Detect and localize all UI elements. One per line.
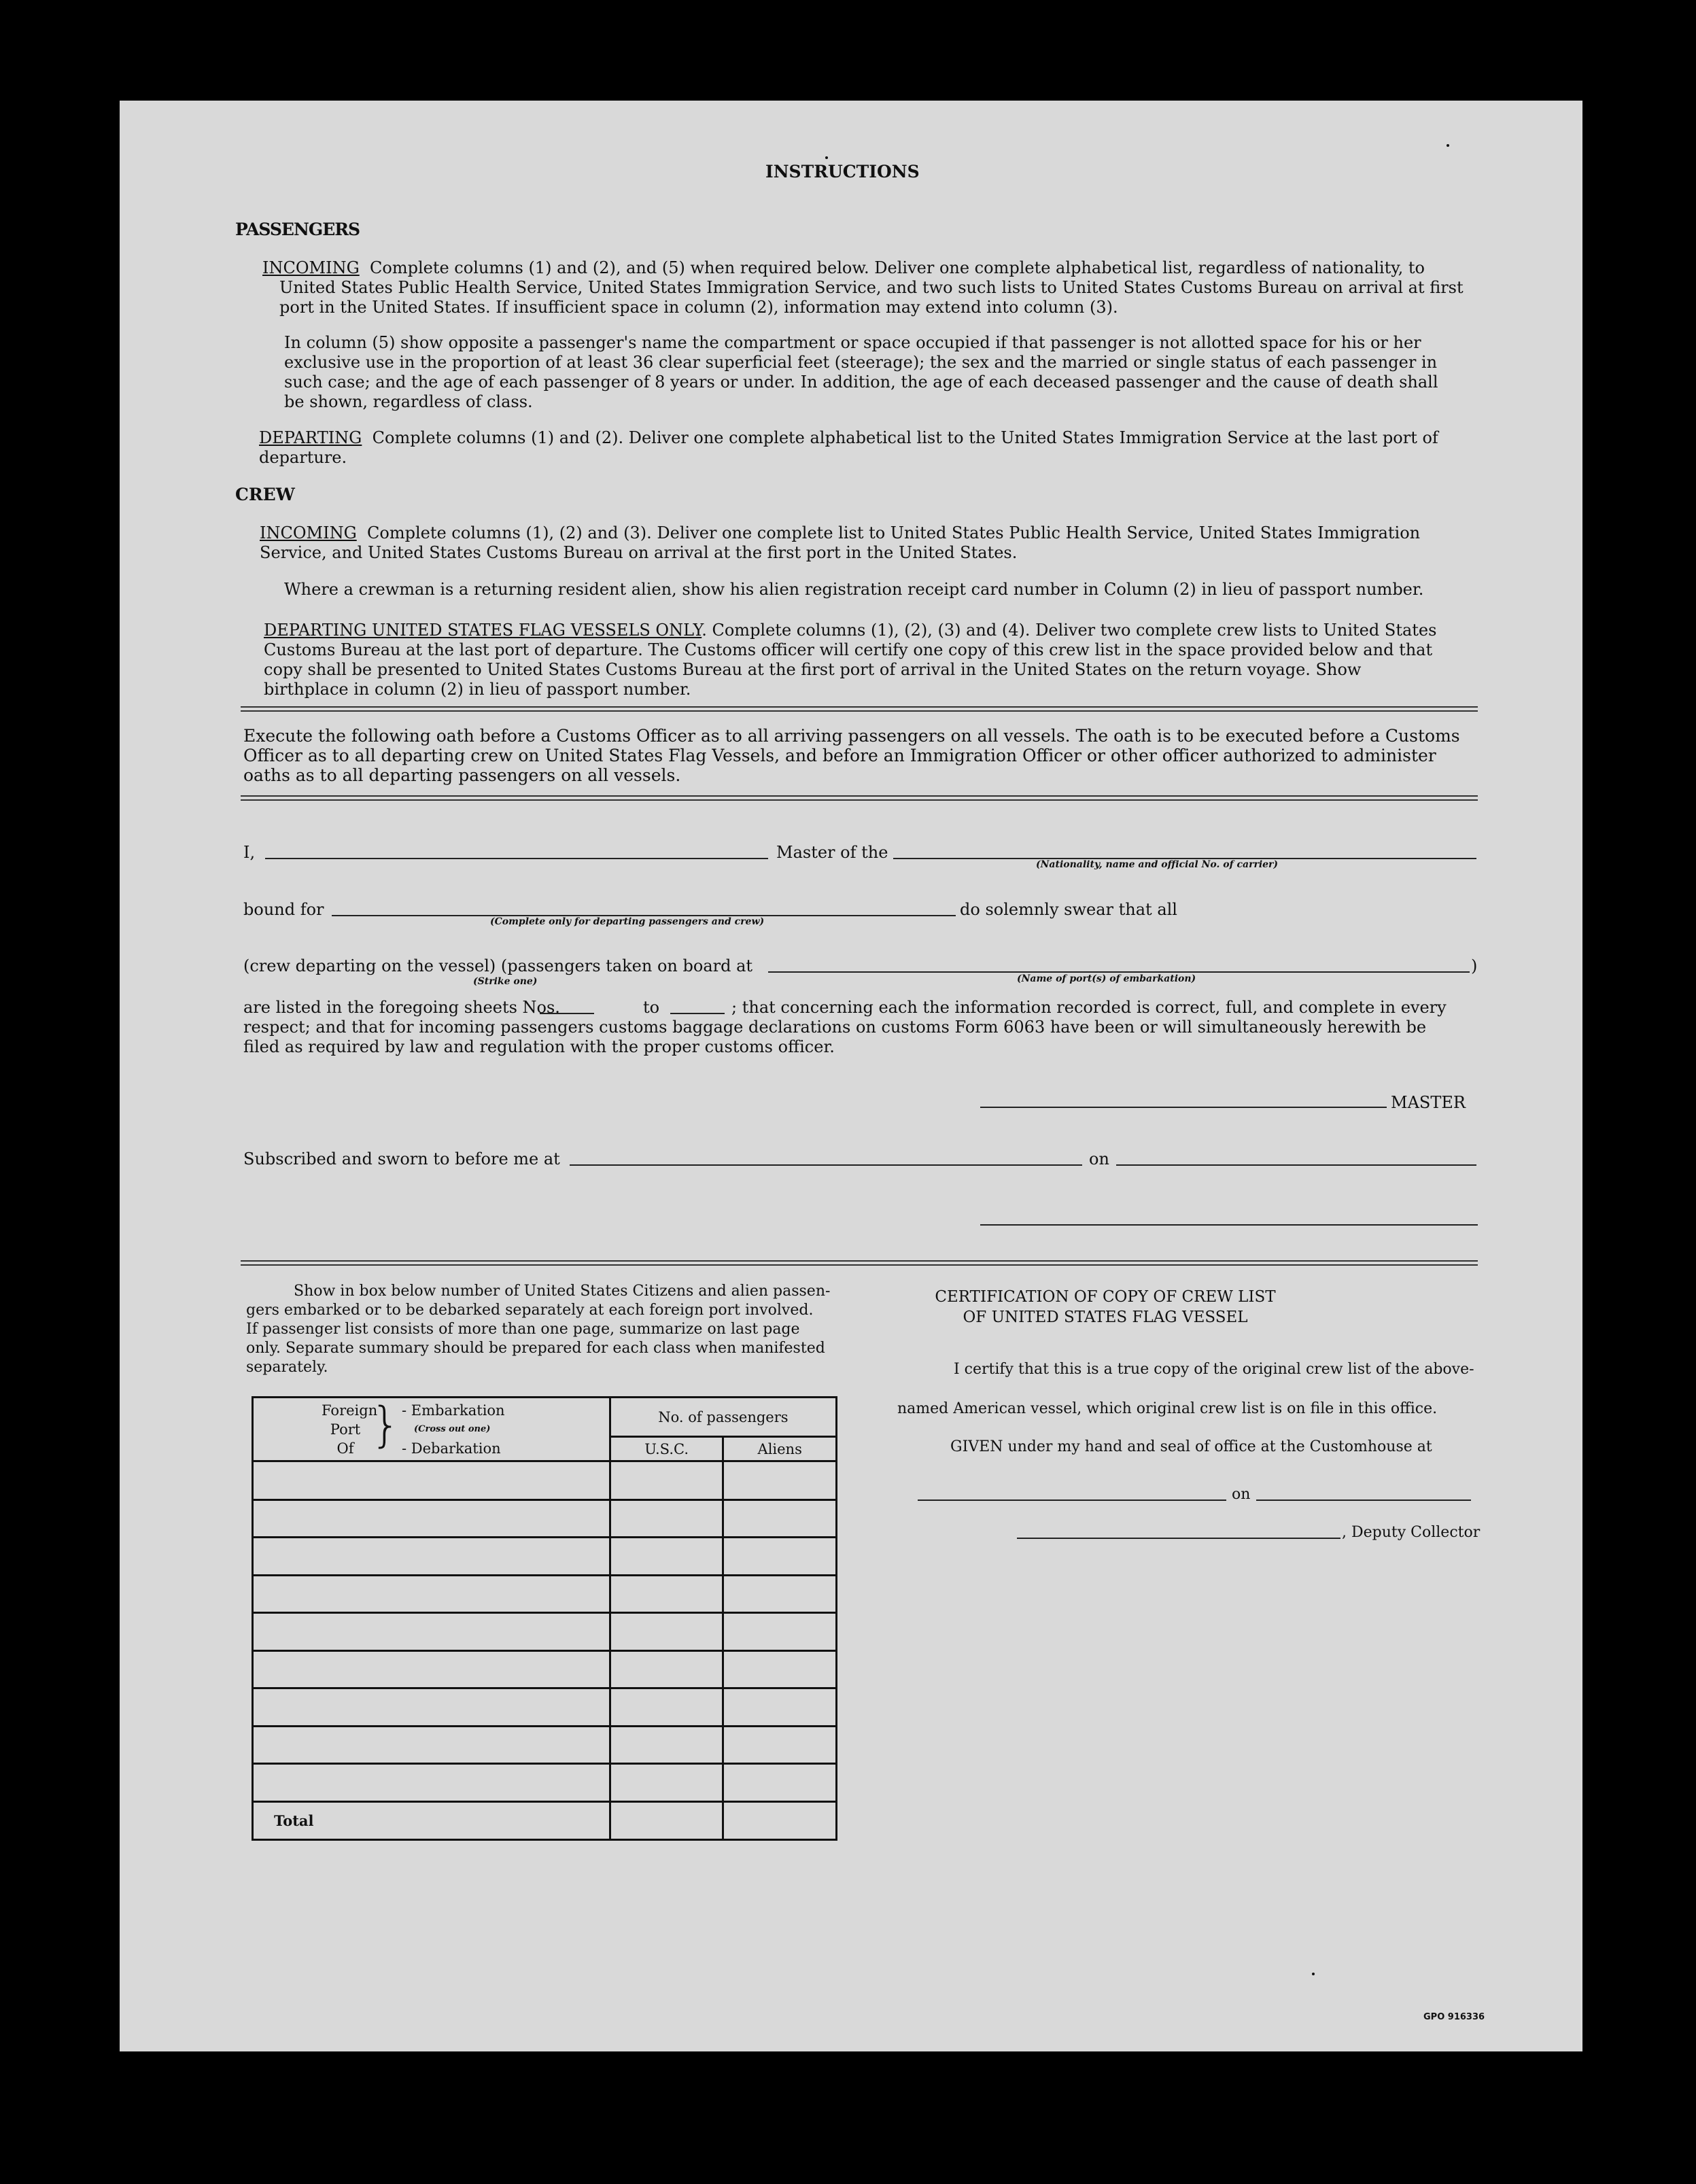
aliens-cell[interactable]	[723, 1764, 837, 1802]
port-cell[interactable]	[253, 1500, 610, 1538]
subscribed-on-label: on	[1089, 1149, 1109, 1168]
aliens-cell[interactable]	[723, 1538, 837, 1576]
carrier-caption: (Nationality, name and official No. of carrier)	[1036, 859, 1279, 870]
embarkation-label: - Embarkation	[402, 1402, 505, 1419]
subscribed-label: Subscribed and sworn to before me at	[243, 1149, 560, 1168]
table-row	[253, 1764, 837, 1802]
subscribed-date-line[interactable]	[1116, 1164, 1476, 1166]
certification-text-2: named American vessel, which original crew list is on file in this office.	[897, 1400, 1438, 1417]
crew-incoming-text: Complete columns (1), (2) and (3). Deliver one complete list to United States Public Health Service, United States Immigration Service, and United States Customs Bureau on arrival at the first port in the United States.	[260, 523, 1421, 562]
crew-incoming-label: INCOMING	[260, 523, 357, 542]
summary-intro	[246, 1282, 831, 1377]
summary-intro-line: separately.	[246, 1359, 328, 1376]
passengers-incoming	[262, 258, 1469, 317]
certification-text-1: I certify that this is a true copy of the original crew list of the above-	[954, 1361, 1474, 1378]
crew-departing-text: . Complete columns (1), (2), (3) and (4). Deliver two complete crew lists to United States Customs Bureau at the last port of departure. The Customs officer will certify one copy of this crew list in the space provided below and that copy shall be presented to United States Customs Bureau at the first port of arrival in the United States on the return voyage. Show birthplace in column (2) in lieu of passport number.	[264, 621, 1437, 699]
passengers-incoming-text: Complete columns (1) and (2), and (5) when required below. Deliver one complete alphabetical list, regardless of nationality, to United States Public Health Service, United States Immigration Service, and two such lists to United States Customs Bureau on arrival at first port in the United States. If insufficient space in column (2), information may extend into column (3).	[279, 258, 1464, 317]
no-passengers-header: No. of passengers	[610, 1398, 836, 1437]
passengers-column5: In column (5) show opposite a passenger's name the compartment or space occupied if that passenger is not allotted space for his or her exclusive use in the proportion of at least 36 clear superficial feet (steerage); the sex and the married or single status of each passenger in such case; and the age of each passenger of 8 years or under. In addition, the age of each deceased passenger and the cause of death shall be shown, regardless of class.	[284, 333, 1438, 411]
of-label: Of	[336, 1440, 354, 1457]
table-row	[253, 1727, 837, 1764]
port-cell[interactable]	[253, 1764, 610, 1802]
listed-label-a: are listed in the foregoing sheets Nos.	[243, 998, 560, 1017]
passengers-departing-label: DEPARTING	[259, 428, 362, 447]
port-cell[interactable]	[253, 1727, 610, 1764]
usc-cell[interactable]	[610, 1613, 723, 1651]
customhouse-line[interactable]	[918, 1500, 1226, 1501]
passengers-incoming-label: INCOMING	[262, 258, 360, 277]
table-row	[253, 1688, 837, 1727]
crew-incoming	[260, 523, 1449, 563]
deputy-signature-line[interactable]	[1017, 1538, 1340, 1539]
port-cell[interactable]	[253, 1688, 610, 1727]
usc-cell[interactable]	[610, 1538, 723, 1576]
port-cell[interactable]	[253, 1613, 610, 1651]
crew-heading: CREW	[235, 485, 295, 504]
embarkation-labels	[402, 1401, 505, 1458]
usc-cell[interactable]	[610, 1576, 723, 1613]
table-row	[253, 1538, 837, 1576]
usc-cell[interactable]	[610, 1727, 723, 1764]
oath-instruction: Execute the following oath before a Customs Officer as to all arriving passengers on all vessels. The oath is to be executed before a Customs Officer as to all departing crew on United States Flag Vessels, and before an Immigration Officer or other officer authorized to administer oaths as to all departing passengers on all vessels.	[243, 726, 1460, 785]
port-cell[interactable]	[253, 1461, 610, 1500]
summary-intro-line: If passenger list consists of more than one page, summarize on last page	[246, 1321, 800, 1338]
usc-cell[interactable]	[610, 1461, 723, 1500]
table-row	[253, 1576, 837, 1613]
total-label: Total	[253, 1802, 610, 1840]
port-cell[interactable]	[253, 1576, 610, 1613]
form-sheet	[120, 101, 1582, 2051]
table-row	[253, 1461, 837, 1500]
aliens-cell[interactable]	[723, 1651, 837, 1688]
certification-date-line[interactable]	[1256, 1500, 1471, 1501]
gpo-number: GPO 916336	[1423, 2012, 1485, 2022]
usc-cell[interactable]	[610, 1764, 723, 1802]
master-signature-line[interactable]	[980, 1107, 1387, 1108]
crew-departing	[264, 621, 1450, 699]
aliens-cell[interactable]	[723, 1688, 837, 1727]
certification-on-label: on	[1232, 1486, 1251, 1503]
scan-speck	[1447, 144, 1449, 147]
aliens-cell[interactable]	[723, 1500, 837, 1538]
debarkation-label: - Debarkation	[402, 1440, 501, 1457]
sheet-to-line[interactable]	[670, 1013, 725, 1014]
cross-out-caption: (Cross out one)	[414, 1424, 491, 1434]
port-caption: (Name of port(s) of embarkation)	[1017, 973, 1196, 984]
port-header-cell	[253, 1398, 610, 1461]
page-title: INSTRUCTIONS	[765, 162, 920, 181]
officer-signature-line[interactable]	[980, 1224, 1478, 1226]
table-row	[253, 1651, 837, 1688]
aliens-cell[interactable]	[723, 1727, 837, 1764]
aliens-cell[interactable]	[723, 1461, 837, 1500]
deputy-collector-label: , Deputy Collector	[1342, 1524, 1481, 1541]
total-row	[253, 1802, 837, 1840]
crew-departing-label: DEPARTING UNITED STATES FLAG VESSELS ONLY	[264, 621, 702, 640]
passenger-summary-table	[252, 1396, 837, 1841]
close-paren: )	[1471, 956, 1478, 975]
embarkation-port-line[interactable]	[768, 971, 1470, 973]
listed-label-b: ; that concerning each the information recorded is correct, full, and complete in every	[731, 998, 1447, 1017]
foreign-label: Foreign	[322, 1402, 378, 1419]
usc-header: U.S.C.	[610, 1437, 723, 1461]
sheet-from-line[interactable]	[540, 1013, 594, 1014]
listed-line2: respect; and that for incoming passengers customs baggage declarations on customs Form 6063 have been or will simultaneously herewith be	[243, 1018, 1427, 1037]
subscribed-place-line[interactable]	[570, 1164, 1082, 1166]
brace-icon: }	[370, 1397, 401, 1453]
port-header-labels	[322, 1401, 378, 1458]
master-name-line[interactable]	[265, 858, 768, 859]
certification-given: GIVEN under my hand and seal of office at the Customhouse at	[950, 1438, 1432, 1455]
usc-total-cell[interactable]	[610, 1802, 723, 1840]
passengers-heading: PASSENGERS	[235, 220, 360, 239]
listed-line3: filed as required by law and regulation with the proper customs officer.	[243, 1037, 835, 1056]
master-label: MASTER	[1391, 1093, 1466, 1112]
table-header-row	[253, 1398, 837, 1437]
usc-cell[interactable]	[610, 1688, 723, 1727]
swear-label: do solemnly swear that all	[960, 900, 1177, 919]
crew-resident-alien: Where a crewman is a returning resident alien, show his alien registration receipt card number in Column (2) in lieu of passport number.	[284, 580, 1424, 599]
divider	[241, 706, 1478, 712]
master-of-the-label: Master of the	[776, 843, 888, 862]
aliens-cell[interactable]	[723, 1576, 837, 1613]
passengers-departing	[259, 428, 1452, 468]
bound-for-label: bound for	[243, 900, 324, 919]
strike-one-caption: (Strike one)	[473, 976, 538, 987]
listed-to-label: to	[643, 998, 660, 1017]
oath-i-label: I,	[243, 843, 256, 862]
usc-cell[interactable]	[610, 1651, 723, 1688]
port-label: Port	[330, 1421, 361, 1438]
aliens-header: Aliens	[723, 1437, 837, 1461]
aliens-total-cell[interactable]	[723, 1802, 837, 1840]
scan-speck	[1312, 1973, 1315, 1975]
summary-intro-line: Show in box below number of United States Citizens and alien passen-	[294, 1283, 831, 1300]
table-row	[253, 1613, 837, 1651]
divider	[241, 1260, 1478, 1266]
divider	[241, 795, 1478, 801]
crew-departing-strike: (crew departing on the vessel) (passengers taken on board at	[243, 956, 753, 975]
table-row	[253, 1500, 837, 1538]
usc-cell[interactable]	[610, 1500, 723, 1538]
bound-for-caption: (Complete only for departing passengers and crew)	[490, 916, 765, 927]
certification-title-1: CERTIFICATION OF COPY OF CREW LIST	[935, 1288, 1276, 1306]
summary-intro-line: gers embarked or to be debarked separately at each foreign port involved.	[246, 1302, 814, 1319]
aliens-cell[interactable]	[723, 1613, 837, 1651]
port-cell[interactable]	[253, 1538, 610, 1576]
summary-intro-line: only. Separate summary should be prepared for each class when manifested	[246, 1340, 825, 1357]
passengers-departing-text: Complete columns (1) and (2). Deliver one complete alphabetical list to the United States Immigration Service at the last port of departure.	[259, 428, 1438, 467]
scan-speck	[825, 156, 828, 159]
port-cell[interactable]	[253, 1651, 610, 1688]
certification-title-2: OF UNITED STATES FLAG VESSEL	[963, 1308, 1248, 1326]
